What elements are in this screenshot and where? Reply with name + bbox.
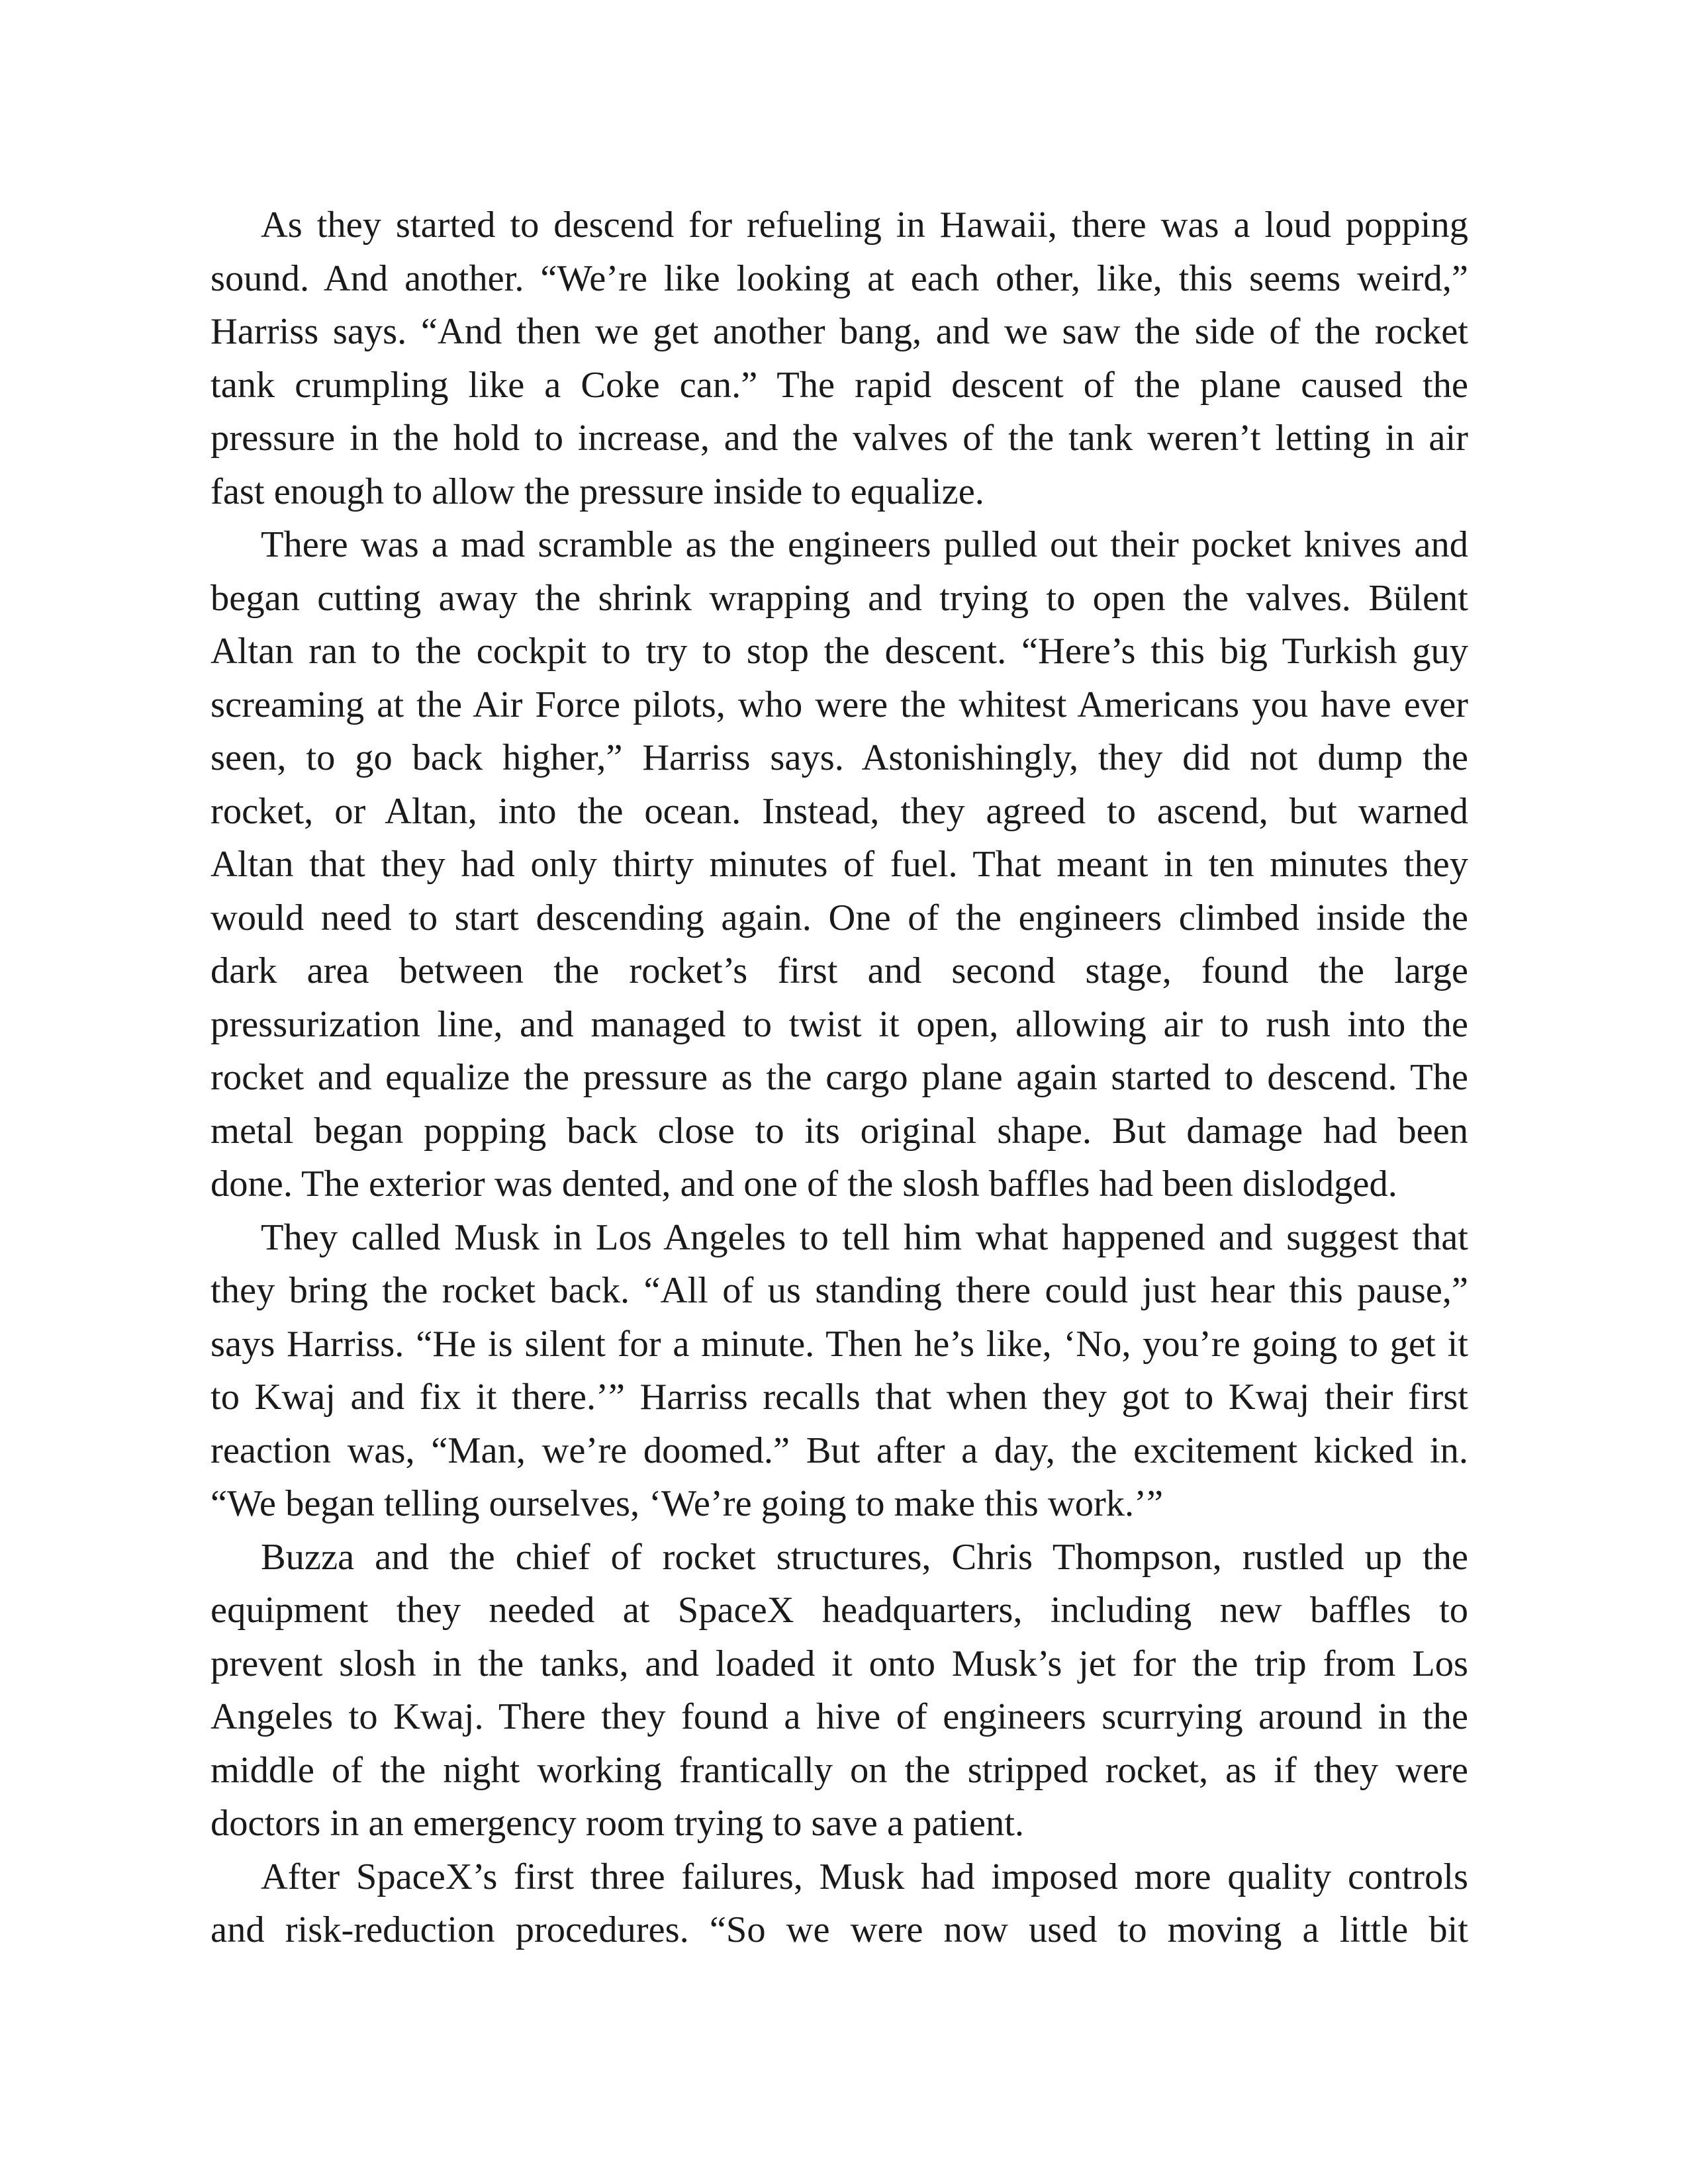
text-line: “We began telling ourselves, ‘We’re going to make this work.’” — [211, 1483, 1164, 1524]
text-line: says Harriss. “He is silent for a minute. Then he’s like, ‘No, you’re going to get it — [211, 1323, 1468, 1365]
text-line: As they started to descend for refueling in Hawaii, there was a loud popping — [261, 205, 1468, 246]
text-line: prevent slosh in the tanks, and loaded it onto Musk’s jet for the trip from Los — [211, 1643, 1468, 1684]
text-line: pressure in the hold to increase, and the valves of the tank weren’t letting in air — [211, 418, 1468, 459]
paragraph — [211, 199, 1468, 518]
text-line: to Kwaj and fix it there.’” Harriss recalls that when they got to Kwaj their first — [211, 1377, 1468, 1418]
paragraph — [211, 518, 1468, 1211]
text-line: After SpaceX’s first three failures, Musk had imposed more quality controls — [261, 1856, 1468, 1897]
text-line: Altan that they had only thirty minutes of fuel. That meant in ten minutes they — [211, 844, 1468, 885]
text-line: done. The exterior was dented, and one of the slosh baffles had been dislodged. — [211, 1163, 1397, 1205]
paragraph — [211, 1211, 1468, 1531]
paragraph — [211, 1531, 1468, 1850]
text-line: doctors in an emergency room trying to save a patient. — [211, 1803, 1025, 1844]
text-line: screaming at the Air Force pilots, who were the whitest Americans you have ever — [211, 684, 1468, 725]
text-line: would need to start descending again. One of the engineers climbed inside the — [211, 897, 1468, 938]
document-page — [211, 199, 1468, 1957]
text-line: reaction was, “Man, we’re doomed.” But after a day, the excitement kicked in. — [211, 1430, 1468, 1471]
text-line: tank crumpling like a Coke can.” The rapid descent of the plane caused the — [211, 364, 1468, 406]
text-line: pressurization line, and managed to twist it open, allowing air to rush into the — [211, 1003, 1468, 1045]
text-line: fast enough to allow the pressure inside to equalize. — [211, 471, 984, 512]
text-line: Angeles to Kwaj. There they found a hive of engineers scurrying around in the — [211, 1696, 1468, 1737]
text-line: rocket and equalize the pressure as the cargo plane again started to descend. The — [211, 1057, 1468, 1098]
text-line: began cutting away the shrink wrapping and trying to open the valves. Bülent — [211, 577, 1468, 619]
text-line: dark area between the rocket’s first and second stage, found the large — [211, 950, 1468, 991]
text-line: Harriss says. “And then we get another bang, and we saw the side of the rocket — [211, 311, 1468, 352]
text-line: Altan ran to the cockpit to try to stop the descent. “Here’s this big Turkish guy — [211, 631, 1468, 672]
text-line: they bring the rocket back. “All of us standing there could just hear this pause,” — [211, 1270, 1468, 1311]
text-line: and risk-reduction procedures. “So we were now used to moving a little bit — [211, 1909, 1468, 1950]
text-line: equipment they needed at SpaceX headquarters, including new baffles to — [211, 1590, 1468, 1631]
paragraph — [211, 1850, 1468, 1957]
text-line: They called Musk in Los Angeles to tell him what happened and suggest that — [261, 1216, 1468, 1258]
text-line: sound. And another. “We’re like looking at each other, like, this seems weird,” — [211, 257, 1468, 299]
text-line: There was a mad scramble as the engineers pulled out their pocket knives and — [261, 524, 1468, 565]
text-line: rocket, or Altan, into the ocean. Instead, they agreed to ascend, but warned — [211, 790, 1468, 832]
text-line: seen, to go back higher,” Harriss says. Astonishingly, they did not dump the — [211, 737, 1468, 778]
text-line: metal began popping back close to its original shape. But damage had been — [211, 1110, 1468, 1152]
text-line: middle of the night working frantically on the stripped rocket, as if they were — [211, 1749, 1468, 1791]
text-line: Buzza and the chief of rocket structures, Chris Thompson, rustled up the — [261, 1536, 1468, 1578]
